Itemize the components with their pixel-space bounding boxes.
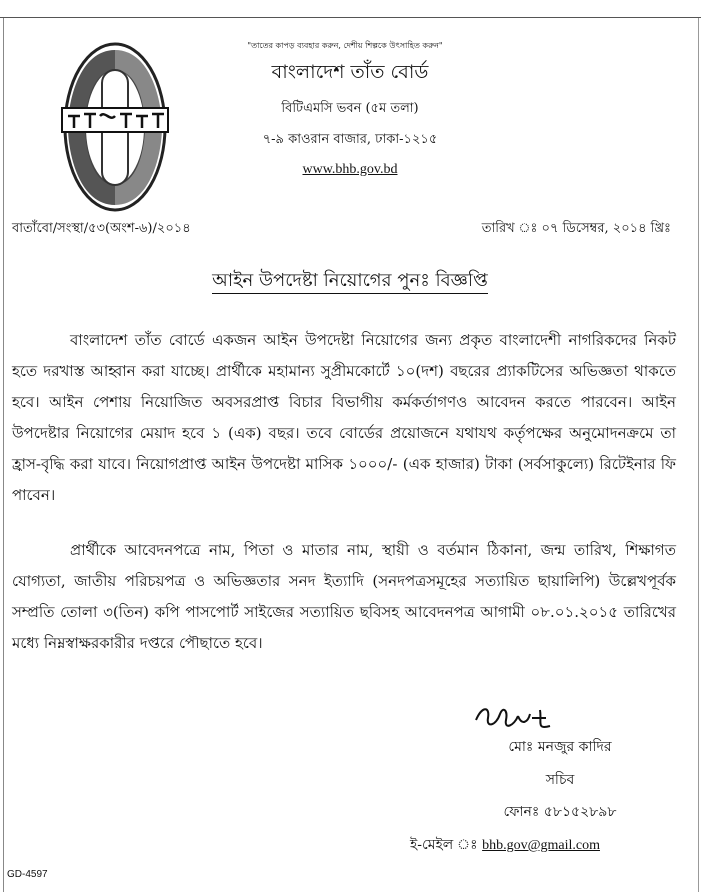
notice-paragraph-2: প্রার্থীকে আবেদনপত্রে নাম, পিতা ও মাতার নাম, স্থায়ী ও বর্তমান ঠিকানা, জন্ম তারিখ, শিক্ষাগত যোগ্যতা, জাতীয় পরিচয়পত্র ও অভিজ্ঞতার সনদ ইত্যাদি (সনদপত্রসমূহের সত্যায়িত ছায়ালিপি) উল্লেখপূর্বক সম্প্রতি তোলা ৩(তিন) কপি পাসপোর্ট সাইজের সত্যায়িত ছবিসহ আবেদনপত্র আগামী ০৮.০১.২০১৫ তারিখের মধ্যে নিম্নস্বাক্ষরকারীর দপ্তরে পৌছাতে হবে।	[12, 541, 676, 652]
organization-name: বাংলাদেশ তাঁত বোর্ড	[271, 61, 429, 83]
website-link[interactable]: www.bhb.gov.bd	[302, 162, 398, 177]
phone-number: ফোনঃ ৫৮১৫২৮৯৮	[503, 804, 617, 820]
right-border	[698, 18, 699, 892]
left-border	[3, 18, 4, 892]
notice-title-text: আইন উপদেষ্টা নিয়োগের পুনঃ বিজ্ঞপ্তি	[212, 270, 488, 294]
top-border	[0, 17, 701, 18]
address-line-1: বিটিএমসি ভবন (৫ম তলা)	[281, 101, 419, 116]
issue-date: তারিখ ঃ ০৭ ডিসেম্বর, ২০১৪ খ্রিঃ	[481, 221, 671, 236]
footer-code: GD-4597	[7, 869, 48, 880]
memo-number: বাতাঁবো/সংস্থা/৫৩(অংশ-৬)/২০১৪	[12, 221, 191, 236]
handwritten-signature-icon	[470, 700, 560, 736]
signer-designation: সচিব	[545, 772, 575, 788]
address-line-2: ৭-৯ কাওরান বাজার, ঢাকা-১২১৫	[262, 132, 438, 147]
signer-name: মোঃ মনজুর কাদির	[508, 739, 612, 755]
handloom-board-logo-icon	[60, 40, 170, 215]
email-label: ই-মেইল ঃ	[410, 837, 478, 853]
email-line	[410, 833, 600, 857]
motto-text: "তাতের কাপড় ব্যবহার করুন, দেশীয় শিল্পকে উৎসাহিত করুন"	[247, 41, 443, 50]
email-link[interactable]: bhb.gov@gmail.com	[482, 838, 600, 853]
notice-title	[100, 266, 600, 297]
notice-paragraph-1: বাংলাদেশ তাঁত বোর্ডে একজন আইন উপদেষ্টা নিয়োগের জন্য প্রকৃত বাংলাদেশী নাগরিকদের নিকট হতে দরখাস্ত আহ্বান করা যাচ্ছে। প্রার্থীকে মহামান্য সুপ্রীমকোর্টে ১০(দশ) বছরের প্র্যাকটিসের অভিজ্ঞতা থাকতে হবে। আইন পেশায় নিয়োজিত অবসরপ্রাপ্ত বিচার বিভাগীয় কর্মকর্তাগণও আবেদন করতে পারবেন। আইন উপদেষ্টার নিয়োগের মেয়াদ হবে ১ (এক) বছর। তবে বোর্ডের প্রয়োজনে যথাযথ কর্তৃপক্ষের অনুমোদনক্রমে তা হ্রাস-বৃদ্ধি করা যাবে। নিয়োগপ্রাপ্ত আইন উপদেষ্টা মাসিক ১০০০/- (এক হাজার) টাকা (সর্বসাকুল্যে) রিটেইনার ফি পাবেন।	[12, 331, 676, 504]
